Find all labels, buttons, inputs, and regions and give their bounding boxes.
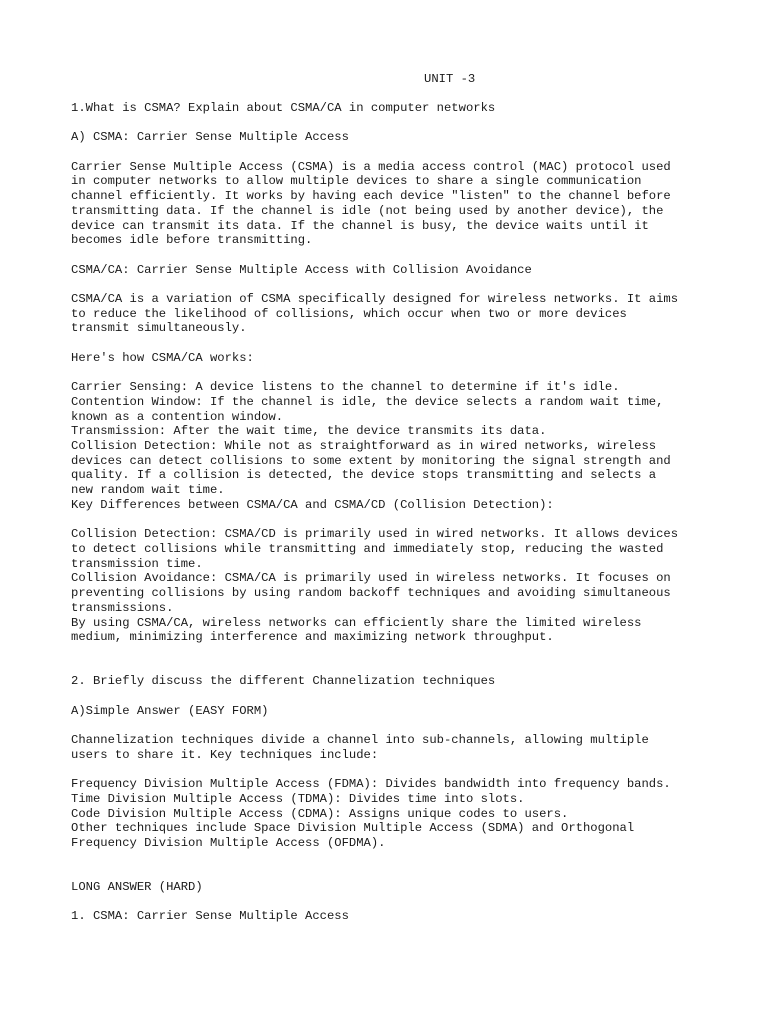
text-line: devices can detect collisions to some extent by monitoring the signal strength and (71, 453, 671, 468)
question-2: 2. Briefly discuss the different Channelization techniques (71, 674, 496, 689)
simple-answer-heading: A)Simple Answer (EASY FORM) (71, 703, 269, 718)
key-differences (71, 527, 711, 645)
text-line: to detect collisions while transmitting and immediately stop, reducing the wasted (71, 541, 664, 556)
text-line: Collision Detection: CSMA/CD is primarily used in wired networks. It allows devices (71, 527, 679, 542)
text-line: device can transmit its data. If the channel is busy, the device waits until it (71, 218, 649, 233)
text-line: Carrier Sensing: A device listens to the channel to determine if it's idle. (71, 380, 620, 395)
text-line: Code Division Multiple Access (CDMA): Assigns unique codes to users. (71, 806, 569, 821)
text-line: transmitting data. If the channel is idle (not being used by another device), the (71, 203, 664, 218)
csma-ca-steps (71, 380, 711, 512)
text-line: Collision Avoidance: CSMA/CA is primarily used in wireless networks. It focuses on (71, 571, 671, 586)
how-it-works-heading: Here's how CSMA/CA works: (71, 350, 254, 365)
text-line: users to share it. Key techniques include: (71, 747, 379, 762)
text-line: Channelization techniques divide a channel into sub-channels, allowing multiple (71, 733, 649, 748)
text-line: Collision Detection: While not as straightforward as in wired networks, wireless (71, 439, 657, 454)
text-line: CSMA/CA is a variation of CSMA specifically designed for wireless networks. It aims (71, 292, 679, 307)
channelization-intro-paragraph (71, 733, 711, 762)
text-line: becomes idle before transmitting. (71, 233, 313, 248)
text-line: known as a contention window. (71, 409, 284, 424)
text-line: preventing collisions by using random backoff techniques and avoiding simultaneous (71, 586, 671, 601)
question-1: 1.What is CSMA? Explain about CSMA/CA in computer networks (71, 101, 496, 115)
text-line: transmission time. (71, 556, 203, 571)
csma-ca-heading: CSMA/CA: Carrier Sense Multiple Access with Collision Avoidance (71, 262, 532, 277)
text-line: Contention Window: If the channel is idle, the device selects a random wait time, (71, 394, 664, 409)
text-line: By using CSMA/CA, wireless networks can efficiently share the limited wireless (71, 615, 642, 630)
long-answer-first-item: 1. CSMA: Carrier Sense Multiple Access (71, 909, 349, 924)
text-line: Frequency Division Multiple Access (FDMA): Divides bandwidth into frequency bands. (71, 777, 671, 792)
text-line: transmissions. (71, 600, 174, 615)
text-line: Transmission: After the wait time, the device transmits its data. (71, 424, 547, 439)
document-body (71, 101, 711, 924)
text-line: to reduce the likelihood of collisions, which occur when two or more devices (71, 306, 627, 321)
text-line: Other techniques include Space Division Multiple Access (SDMA) and Orthogonal (71, 821, 635, 836)
text-line: Carrier Sense Multiple Access (CSMA) is a media access control (MAC) protocol used (71, 159, 671, 174)
csma-heading: A) CSMA: Carrier Sense Multiple Access (71, 130, 349, 145)
text-line: channel efficiently. It works by having each device "listen" to the channel before (71, 189, 671, 204)
text-line: quality. If a collision is detected, the device stops transmitting and selects a (71, 468, 657, 483)
text-line: Frequency Division Multiple Access (OFDMA). (71, 835, 386, 850)
text-line: Key Differences between CSMA/CA and CSMA/CD (Collision Detection): (71, 497, 554, 512)
text-line: new random wait time. (71, 483, 225, 498)
channelization-techniques (71, 777, 711, 851)
csma-ca-intro-paragraph (71, 292, 711, 336)
csma-intro-paragraph (71, 160, 711, 248)
text-line: Time Division Multiple Access (TDMA): Divides time into slots. (71, 791, 525, 806)
text-line: medium, minimizing interference and maximizing network throughput. (71, 630, 554, 645)
page-title: UNIT -3 (424, 72, 476, 86)
text-line: in computer networks to allow multiple devices to share a single communication (71, 174, 642, 189)
long-answer-heading: LONG ANSWER (HARD) (71, 880, 203, 895)
text-line: transmit simultaneously. (71, 321, 247, 336)
